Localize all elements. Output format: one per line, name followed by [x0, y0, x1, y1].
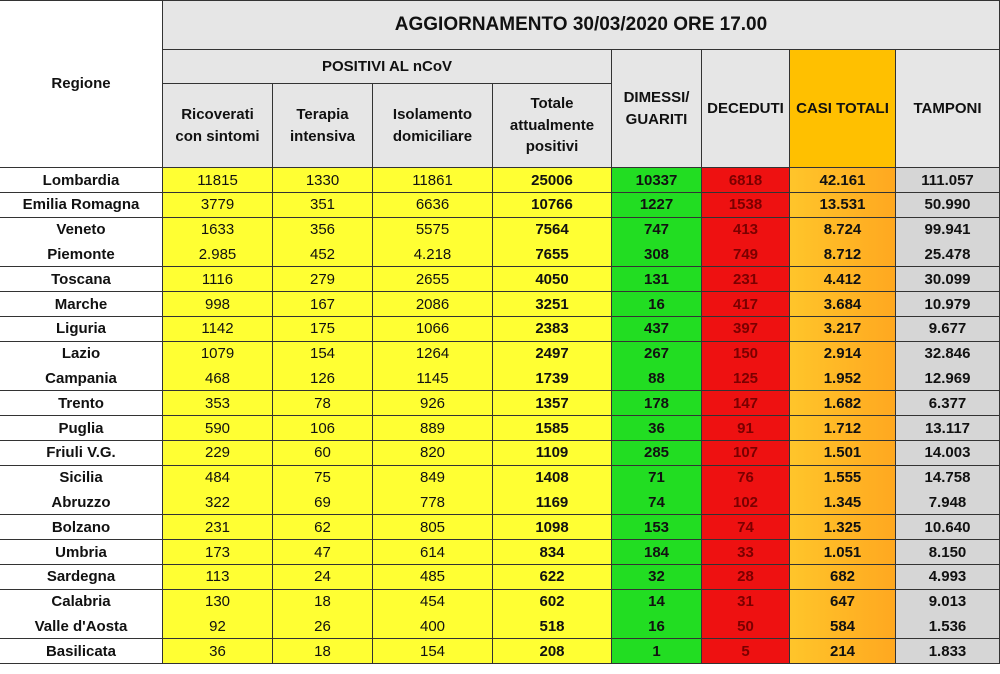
cell-totale: 2497 [493, 342, 612, 367]
cell-ricoverati: 2.985 [163, 242, 273, 267]
cell-ricoverati: 92 [163, 614, 273, 639]
cell-regione: Sicilia [0, 466, 163, 491]
cell-deceduti: 28 [702, 565, 790, 590]
cell-terapia: 24 [273, 565, 373, 590]
cell-regione: Lombardia [0, 168, 163, 193]
cell-casi: 214 [790, 639, 896, 664]
cell-tamponi: 30.099 [896, 267, 1000, 292]
cell-regione: Trento [0, 391, 163, 416]
cell-deceduti: 150 [702, 342, 790, 367]
cell-tamponi: 1.833 [896, 639, 1000, 664]
cell-regione: Friuli V.G. [0, 441, 163, 466]
header-ricoverati: Ricoverati con sintomi [163, 84, 273, 168]
cell-casi: 1.051 [790, 540, 896, 565]
cell-deceduti: 50 [702, 614, 790, 639]
cell-casi: 1.325 [790, 515, 896, 540]
cell-ricoverati: 229 [163, 441, 273, 466]
cell-deceduti: 417 [702, 292, 790, 317]
cell-totale: 208 [493, 639, 612, 664]
cell-casi: 3.684 [790, 292, 896, 317]
cell-regione: Piemonte [0, 242, 163, 267]
cell-regione: Calabria [0, 590, 163, 615]
cell-tamponi: 25.478 [896, 242, 1000, 267]
cell-isolamento: 778 [373, 490, 493, 515]
cell-tamponi: 9.013 [896, 590, 1000, 615]
cell-casi: 8.712 [790, 242, 896, 267]
cell-tamponi: 13.117 [896, 416, 1000, 441]
cell-regione: Lazio [0, 342, 163, 367]
cell-deceduti: 749 [702, 242, 790, 267]
cell-ricoverati: 1142 [163, 317, 273, 342]
cell-isolamento: 849 [373, 466, 493, 491]
cell-ricoverati: 590 [163, 416, 273, 441]
cell-totale: 602 [493, 590, 612, 615]
cell-ricoverati: 11815 [163, 168, 273, 193]
header-regione: Regione [0, 0, 163, 168]
cell-terapia: 78 [273, 391, 373, 416]
cell-totale: 622 [493, 565, 612, 590]
cell-tamponi: 14.003 [896, 441, 1000, 466]
cell-casi: 13.531 [790, 193, 896, 218]
cell-casi: 1.501 [790, 441, 896, 466]
cell-ricoverati: 353 [163, 391, 273, 416]
header-terapia: Terapia intensiva [273, 84, 373, 168]
cell-isolamento: 2655 [373, 267, 493, 292]
cell-casi: 8.724 [790, 218, 896, 243]
cell-ricoverati: 231 [163, 515, 273, 540]
cell-ricoverati: 130 [163, 590, 273, 615]
cell-deceduti: 413 [702, 218, 790, 243]
cell-isolamento: 889 [373, 416, 493, 441]
cell-totale: 25006 [493, 168, 612, 193]
cell-tamponi: 6.377 [896, 391, 1000, 416]
cell-terapia: 69 [273, 490, 373, 515]
cell-dimessi: 36 [612, 416, 702, 441]
cell-tamponi: 1.536 [896, 614, 1000, 639]
cell-tamponi: 10.640 [896, 515, 1000, 540]
cell-dimessi: 153 [612, 515, 702, 540]
cell-casi: 682 [790, 565, 896, 590]
cell-regione: Basilicata [0, 639, 163, 664]
cell-regione: Valle d'Aosta [0, 614, 163, 639]
cell-regione: Puglia [0, 416, 163, 441]
cell-isolamento: 2086 [373, 292, 493, 317]
cell-tamponi: 99.941 [896, 218, 1000, 243]
cell-terapia: 47 [273, 540, 373, 565]
header-deceduti: DECEDUTI [702, 50, 790, 168]
cell-isolamento: 926 [373, 391, 493, 416]
cell-deceduti: 102 [702, 490, 790, 515]
cell-casi: 3.217 [790, 317, 896, 342]
cell-regione: Sardegna [0, 565, 163, 590]
cell-regione: Abruzzo [0, 490, 163, 515]
cell-dimessi: 437 [612, 317, 702, 342]
cell-regione: Campania [0, 366, 163, 391]
header-dimessi: DIMESSI/ GUARITI [612, 50, 702, 168]
cell-dimessi: 14 [612, 590, 702, 615]
cell-deceduti: 107 [702, 441, 790, 466]
cell-terapia: 452 [273, 242, 373, 267]
cell-totale: 834 [493, 540, 612, 565]
cell-terapia: 126 [273, 366, 373, 391]
cell-dimessi: 1 [612, 639, 702, 664]
cell-totale: 7655 [493, 242, 612, 267]
cell-totale: 1098 [493, 515, 612, 540]
cell-casi: 584 [790, 614, 896, 639]
cell-casi: 1.952 [790, 366, 896, 391]
cell-dimessi: 16 [612, 292, 702, 317]
cell-isolamento: 400 [373, 614, 493, 639]
cell-dimessi: 16 [612, 614, 702, 639]
cell-casi: 4.412 [790, 267, 896, 292]
cell-terapia: 75 [273, 466, 373, 491]
cell-ricoverati: 1079 [163, 342, 273, 367]
cell-totale: 1408 [493, 466, 612, 491]
cell-deceduti: 33 [702, 540, 790, 565]
cell-ricoverati: 3779 [163, 193, 273, 218]
cell-dimessi: 88 [612, 366, 702, 391]
cell-dimessi: 71 [612, 466, 702, 491]
cell-terapia: 175 [273, 317, 373, 342]
cell-isolamento: 154 [373, 639, 493, 664]
cell-dimessi: 10337 [612, 168, 702, 193]
cell-totale: 1739 [493, 366, 612, 391]
cell-dimessi: 178 [612, 391, 702, 416]
cell-deceduti: 397 [702, 317, 790, 342]
cell-casi: 1.345 [790, 490, 896, 515]
cell-dimessi: 308 [612, 242, 702, 267]
header-casi-totali: CASI TOTALI [790, 50, 896, 168]
cell-tamponi: 8.150 [896, 540, 1000, 565]
cell-totale: 518 [493, 614, 612, 639]
cell-terapia: 18 [273, 639, 373, 664]
cell-regione: Veneto [0, 218, 163, 243]
cell-deceduti: 1538 [702, 193, 790, 218]
cell-tamponi: 14.758 [896, 466, 1000, 491]
cell-dimessi: 32 [612, 565, 702, 590]
cell-totale: 1109 [493, 441, 612, 466]
cell-tamponi: 32.846 [896, 342, 1000, 367]
header-totale: Totale attualmente positivi [493, 84, 612, 168]
cell-isolamento: 5575 [373, 218, 493, 243]
cell-regione: Emilia Romagna [0, 193, 163, 218]
cell-terapia: 279 [273, 267, 373, 292]
cell-isolamento: 1145 [373, 366, 493, 391]
cell-tamponi: 12.969 [896, 366, 1000, 391]
cell-regione: Bolzano [0, 515, 163, 540]
cell-deceduti: 231 [702, 267, 790, 292]
cell-isolamento: 485 [373, 565, 493, 590]
cell-tamponi: 111.057 [896, 168, 1000, 193]
cell-dimessi: 74 [612, 490, 702, 515]
cell-dimessi: 131 [612, 267, 702, 292]
cell-isolamento: 454 [373, 590, 493, 615]
cell-deceduti: 125 [702, 366, 790, 391]
header-positivi-group: POSITIVI AL nCoV [163, 50, 612, 84]
cell-isolamento: 805 [373, 515, 493, 540]
cell-casi: 1.712 [790, 416, 896, 441]
cell-ricoverati: 36 [163, 639, 273, 664]
cell-dimessi: 267 [612, 342, 702, 367]
report-title: AGGIORNAMENTO 30/03/2020 ORE 17.00 [163, 0, 1000, 50]
cell-terapia: 26 [273, 614, 373, 639]
cell-terapia: 60 [273, 441, 373, 466]
cell-dimessi: 747 [612, 218, 702, 243]
cell-isolamento: 1066 [373, 317, 493, 342]
cell-terapia: 356 [273, 218, 373, 243]
cell-casi: 1.682 [790, 391, 896, 416]
cell-totale: 1357 [493, 391, 612, 416]
cell-terapia: 351 [273, 193, 373, 218]
cell-terapia: 62 [273, 515, 373, 540]
cell-isolamento: 820 [373, 441, 493, 466]
cell-isolamento: 614 [373, 540, 493, 565]
cell-totale: 1585 [493, 416, 612, 441]
cell-totale: 3251 [493, 292, 612, 317]
cell-tamponi: 7.948 [896, 490, 1000, 515]
cell-deceduti: 6818 [702, 168, 790, 193]
cell-tamponi: 50.990 [896, 193, 1000, 218]
cell-terapia: 106 [273, 416, 373, 441]
cell-regione: Liguria [0, 317, 163, 342]
cell-deceduti: 74 [702, 515, 790, 540]
cell-casi: 647 [790, 590, 896, 615]
header-isolamento: Isolamento domiciliare [373, 84, 493, 168]
cell-ricoverati: 468 [163, 366, 273, 391]
cell-isolamento: 11861 [373, 168, 493, 193]
cell-dimessi: 1227 [612, 193, 702, 218]
cell-terapia: 167 [273, 292, 373, 317]
cell-casi: 2.914 [790, 342, 896, 367]
cell-ricoverati: 1633 [163, 218, 273, 243]
cell-regione: Toscana [0, 267, 163, 292]
cell-tamponi: 4.993 [896, 565, 1000, 590]
cell-deceduti: 76 [702, 466, 790, 491]
cell-casi: 42.161 [790, 168, 896, 193]
cell-isolamento: 6636 [373, 193, 493, 218]
cell-ricoverati: 484 [163, 466, 273, 491]
cell-ricoverati: 998 [163, 292, 273, 317]
cell-ricoverati: 113 [163, 565, 273, 590]
cell-ricoverati: 173 [163, 540, 273, 565]
cell-ricoverati: 322 [163, 490, 273, 515]
cell-tamponi: 9.677 [896, 317, 1000, 342]
cell-casi: 1.555 [790, 466, 896, 491]
cell-dimessi: 184 [612, 540, 702, 565]
cell-dimessi: 285 [612, 441, 702, 466]
cell-isolamento: 4.218 [373, 242, 493, 267]
cell-ricoverati: 1116 [163, 267, 273, 292]
cell-terapia: 1330 [273, 168, 373, 193]
cell-totale: 1169 [493, 490, 612, 515]
cell-deceduti: 91 [702, 416, 790, 441]
cell-totale: 7564 [493, 218, 612, 243]
cell-terapia: 154 [273, 342, 373, 367]
cell-terapia: 18 [273, 590, 373, 615]
cell-deceduti: 31 [702, 590, 790, 615]
cell-regione: Marche [0, 292, 163, 317]
cell-regione: Umbria [0, 540, 163, 565]
cell-totale: 4050 [493, 267, 612, 292]
cell-isolamento: 1264 [373, 342, 493, 367]
cell-totale: 2383 [493, 317, 612, 342]
cell-deceduti: 147 [702, 391, 790, 416]
cell-tamponi: 10.979 [896, 292, 1000, 317]
cell-totale: 10766 [493, 193, 612, 218]
header-tamponi: TAMPONI [896, 50, 1000, 168]
cell-deceduti: 5 [702, 639, 790, 664]
